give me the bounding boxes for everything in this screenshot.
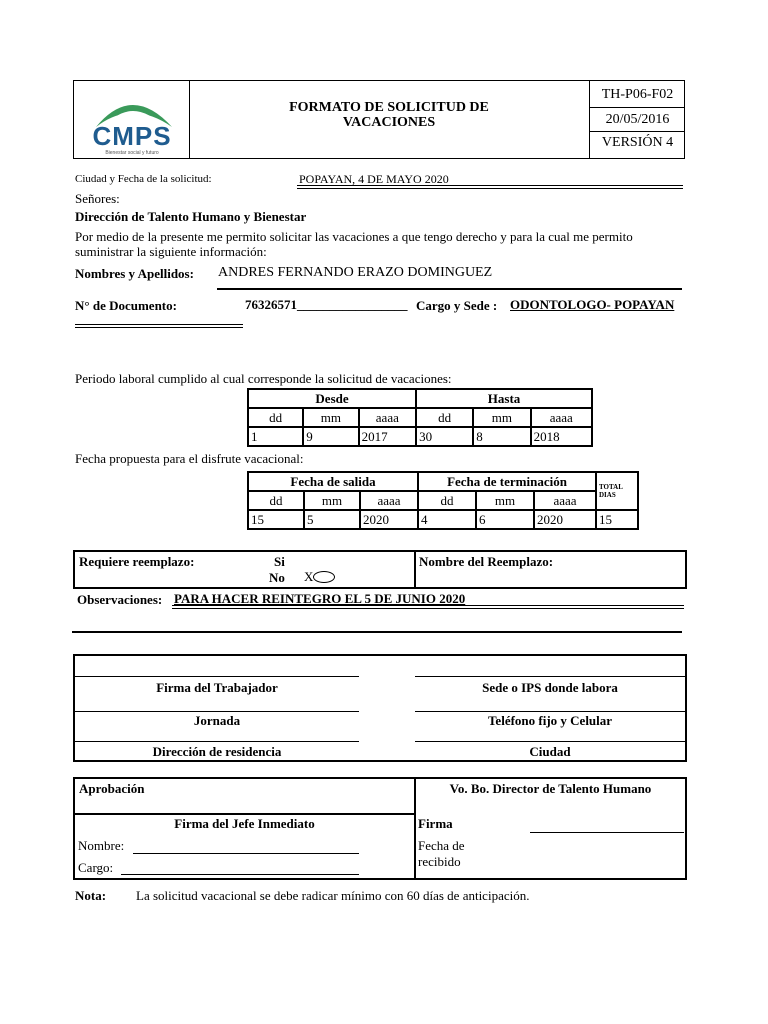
document-value: 76326571_________________: [245, 297, 408, 312]
sign-label: Firma: [418, 816, 453, 831]
replacement-no: No: [269, 570, 285, 585]
boss-name-label: Nombre:: [78, 838, 125, 853]
name-value: ANDRES FERNANDO ERAZO DOMINGUEZ: [218, 265, 493, 280]
phone-label: Teléfono fijo y Celular: [487, 713, 613, 728]
replacement-yes: Si: [274, 554, 285, 569]
intro-body-line2: suministrar la siguiente información:: [75, 244, 267, 259]
note-text: La solicitud vacacional se debe radicar mínimo con 60 días de anticipación.: [136, 888, 530, 903]
proposed-total-header: TOTAL DIAS: [596, 472, 638, 510]
proposed-start-year: 2020: [360, 510, 418, 529]
proposed-subheader: mm: [476, 491, 534, 510]
proposed-end-month: 6: [476, 510, 534, 529]
period-label: Periodo laboral cumplido al cual corresponde la solicitud de vacaciones:: [75, 371, 452, 386]
form-version: VERSIÓN 4: [601, 135, 674, 150]
logo-text: CMPS: [92, 121, 172, 151]
logo-tagline: Bienestar social y futuro: [105, 150, 159, 156]
note-label: Nota:: [75, 888, 107, 903]
period-to-month: 8: [473, 427, 530, 446]
header-box: [73, 80, 685, 159]
observations-value: PARA HACER REINTEGRO EL 5 DE JUNIO 2020: [174, 591, 466, 606]
proposed-subheader: dd: [248, 491, 304, 510]
schedule-label: Jornada: [193, 713, 241, 728]
form-title-line1: FORMATO DE SOLICITUD DE: [289, 100, 489, 115]
replacement-label: Requiere reemplazo:: [79, 554, 195, 569]
period-subheader: mm: [473, 408, 530, 427]
received-date-label: [418, 838, 465, 870]
replacement-circle-icon: [313, 571, 335, 583]
approval-box: [73, 777, 687, 880]
worker-signature-label: Firma del Trabajador: [156, 680, 278, 695]
intro-body: [75, 229, 695, 259]
role-label: Cargo y Sede :: [416, 298, 498, 313]
period-subheader: mm: [303, 408, 358, 427]
replacement-box: [73, 550, 687, 589]
proposed-table: [247, 471, 639, 530]
period-from-day: 1: [248, 427, 303, 446]
proposed-subheader: aaaa: [360, 491, 418, 510]
period-to-year: 2018: [531, 427, 592, 446]
recipient: Dirección de Talento Humano y Bienestar: [75, 209, 307, 224]
proposed-end-year: 2020: [534, 510, 596, 529]
logo-cell: [74, 81, 190, 158]
period-to-day: 30: [416, 427, 473, 446]
received-date-line1: Fecha de: [418, 838, 465, 853]
form-date: 20/05/2016: [605, 112, 670, 127]
period-subheader: dd: [416, 408, 473, 427]
meta-cell: [589, 81, 685, 158]
proposed-subheader: mm: [304, 491, 360, 510]
intro-body-line1: Por medio de la presente me permito solicitar las vacaciones a que tengo derecho y para la cual me permito: [75, 229, 633, 244]
period-subheader: dd: [248, 408, 303, 427]
signatures-box: [73, 654, 687, 762]
proposed-start-header: Fecha de salida: [248, 472, 418, 491]
form-code: TH-P06-F02: [601, 87, 674, 102]
period-from-month: 9: [303, 427, 358, 446]
city-date-label: Ciudad y Fecha de la solicitud:: [75, 173, 212, 185]
period-to-header: Hasta: [416, 389, 592, 408]
proposed-end-header: Fecha de terminación: [418, 472, 596, 491]
name-label: Nombres y Apellidos:: [75, 266, 194, 281]
city-date-value: POPAYAN, 4 DE MAYO 2020: [299, 172, 449, 186]
address-label: Dirección de residencia: [152, 744, 282, 759]
boss-signature-label: Firma del Jefe Inmediato: [174, 816, 315, 831]
document-label: N° de Documento:: [75, 298, 177, 313]
boss-role-label: Cargo:: [78, 860, 114, 875]
period-subheader: aaaa: [359, 408, 416, 427]
proposed-end-day: 4: [418, 510, 476, 529]
greeting: Señores:: [75, 191, 120, 206]
form-title: [189, 100, 589, 130]
form-title-line2: VACACIONES: [342, 115, 436, 130]
proposed-subheader: dd: [418, 491, 476, 510]
proposed-start-day: 15: [248, 510, 304, 529]
vobo-label: Vo. Bo. Director de Talento Humano: [449, 781, 652, 796]
received-date-line2: recibido: [418, 854, 461, 869]
proposed-start-month: 5: [304, 510, 360, 529]
period-subheader: aaaa: [531, 408, 592, 427]
site-label: Sede o IPS donde labora: [482, 680, 618, 695]
proposed-total-days: 15: [596, 510, 638, 529]
approval-label: Aprobación: [79, 781, 145, 796]
replacement-name-label: Nombre del Reemplazo:: [419, 554, 554, 569]
period-from-header: Desde: [248, 389, 416, 408]
role-value: ODONTOLOGO- POPAYAN: [510, 297, 675, 312]
replacement-mark: X: [304, 569, 314, 584]
observations-label: Observaciones:: [77, 592, 163, 607]
period-from-year: 2017: [359, 427, 416, 446]
proposed-subheader: aaaa: [534, 491, 596, 510]
period-table: [247, 388, 593, 447]
proposed-label: Fecha propuesta para el disfrute vacacional:: [75, 451, 304, 466]
city-label: Ciudad: [529, 744, 571, 759]
